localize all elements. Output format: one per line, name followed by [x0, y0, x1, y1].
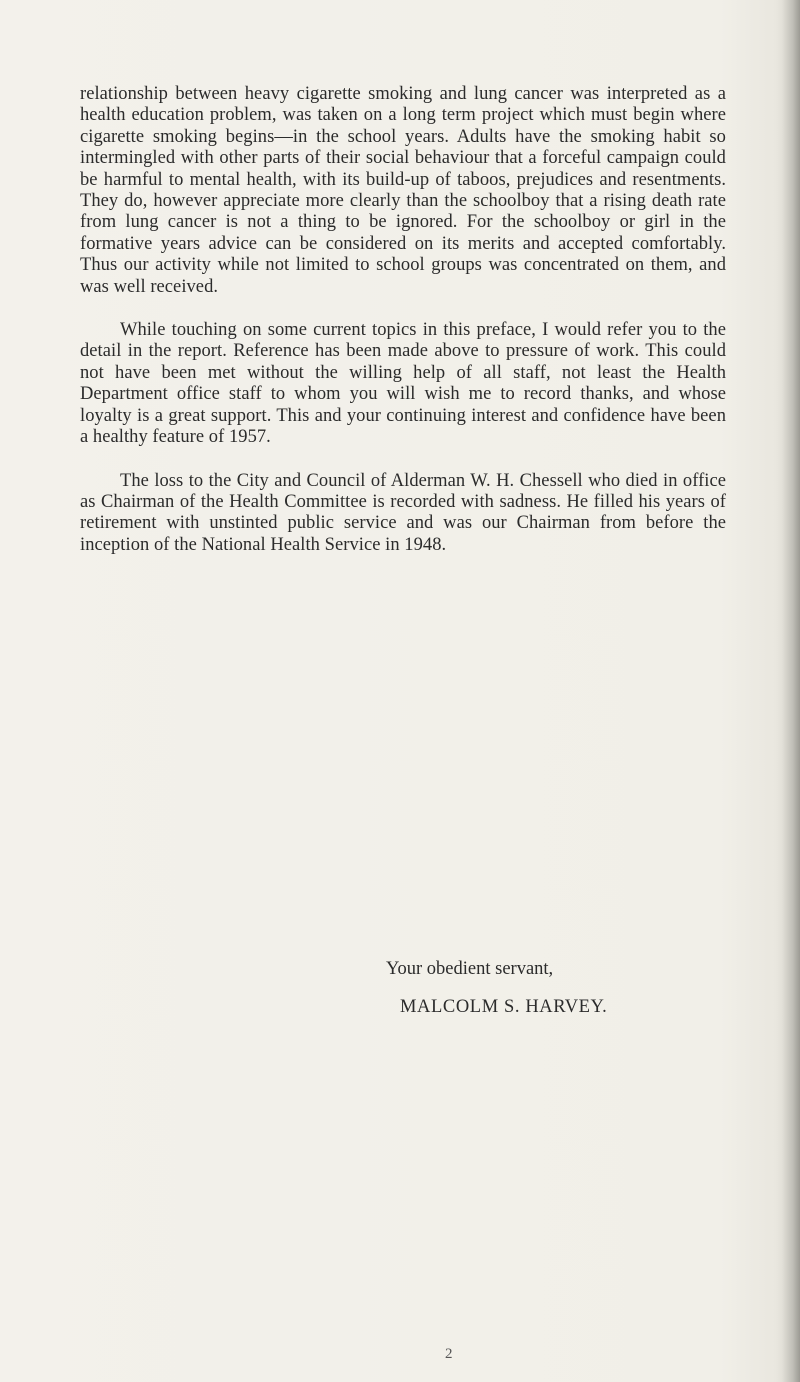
page-number: 2 — [445, 1346, 453, 1362]
signature-name: MALCOLM S. HARVEY. — [400, 997, 608, 1017]
page-edge-shadow — [782, 0, 800, 1382]
paragraph-staff-thanks: While touching on some current topics in this preface, I would refer you to the detail in the report. Reference has been made above to pressure of work. This could not have been met without the willing help of all staff, not least the Health Department office staff to whom you will wish me to record thanks, and whose loyalty is a great support. This and your continuing interest and confidence have been a healthy feature of 1957. — [80, 320, 726, 448]
body-text — [80, 84, 726, 556]
closing-salutation: Your obedient servant, — [386, 959, 554, 979]
paragraph-continuation: relationship between heavy cigarette smoking and lung cancer was interpreted as a health education problem, was taken on a long term project which must begin where cigarette smoking begins—in the school years. Adults have the smoking habit so intermingled with other parts of their social behaviour that a forceful campaign could be harmful to mental health, with its build-up of taboos, prejudices and resentments. They do, however appreciate more clearly than the schoolboy that a rising death rate from lung cancer is not a thing to be ignored. For the schoolboy or girl in the formative years advice can be considered on its merits and accepted comfortably. Thus our activity while not limited to school groups was concentrated on them, and was well received. — [80, 84, 726, 297]
paragraph-alderman-tribute: The loss to the City and Council of Alderman W. H. Chessell who died in office as Chairman of the Health Committee is recorded with sadness. He filled his years of retirement with unstinted public service and was our Chairman from before the inception of the National Health Service in 1948. — [80, 470, 726, 555]
